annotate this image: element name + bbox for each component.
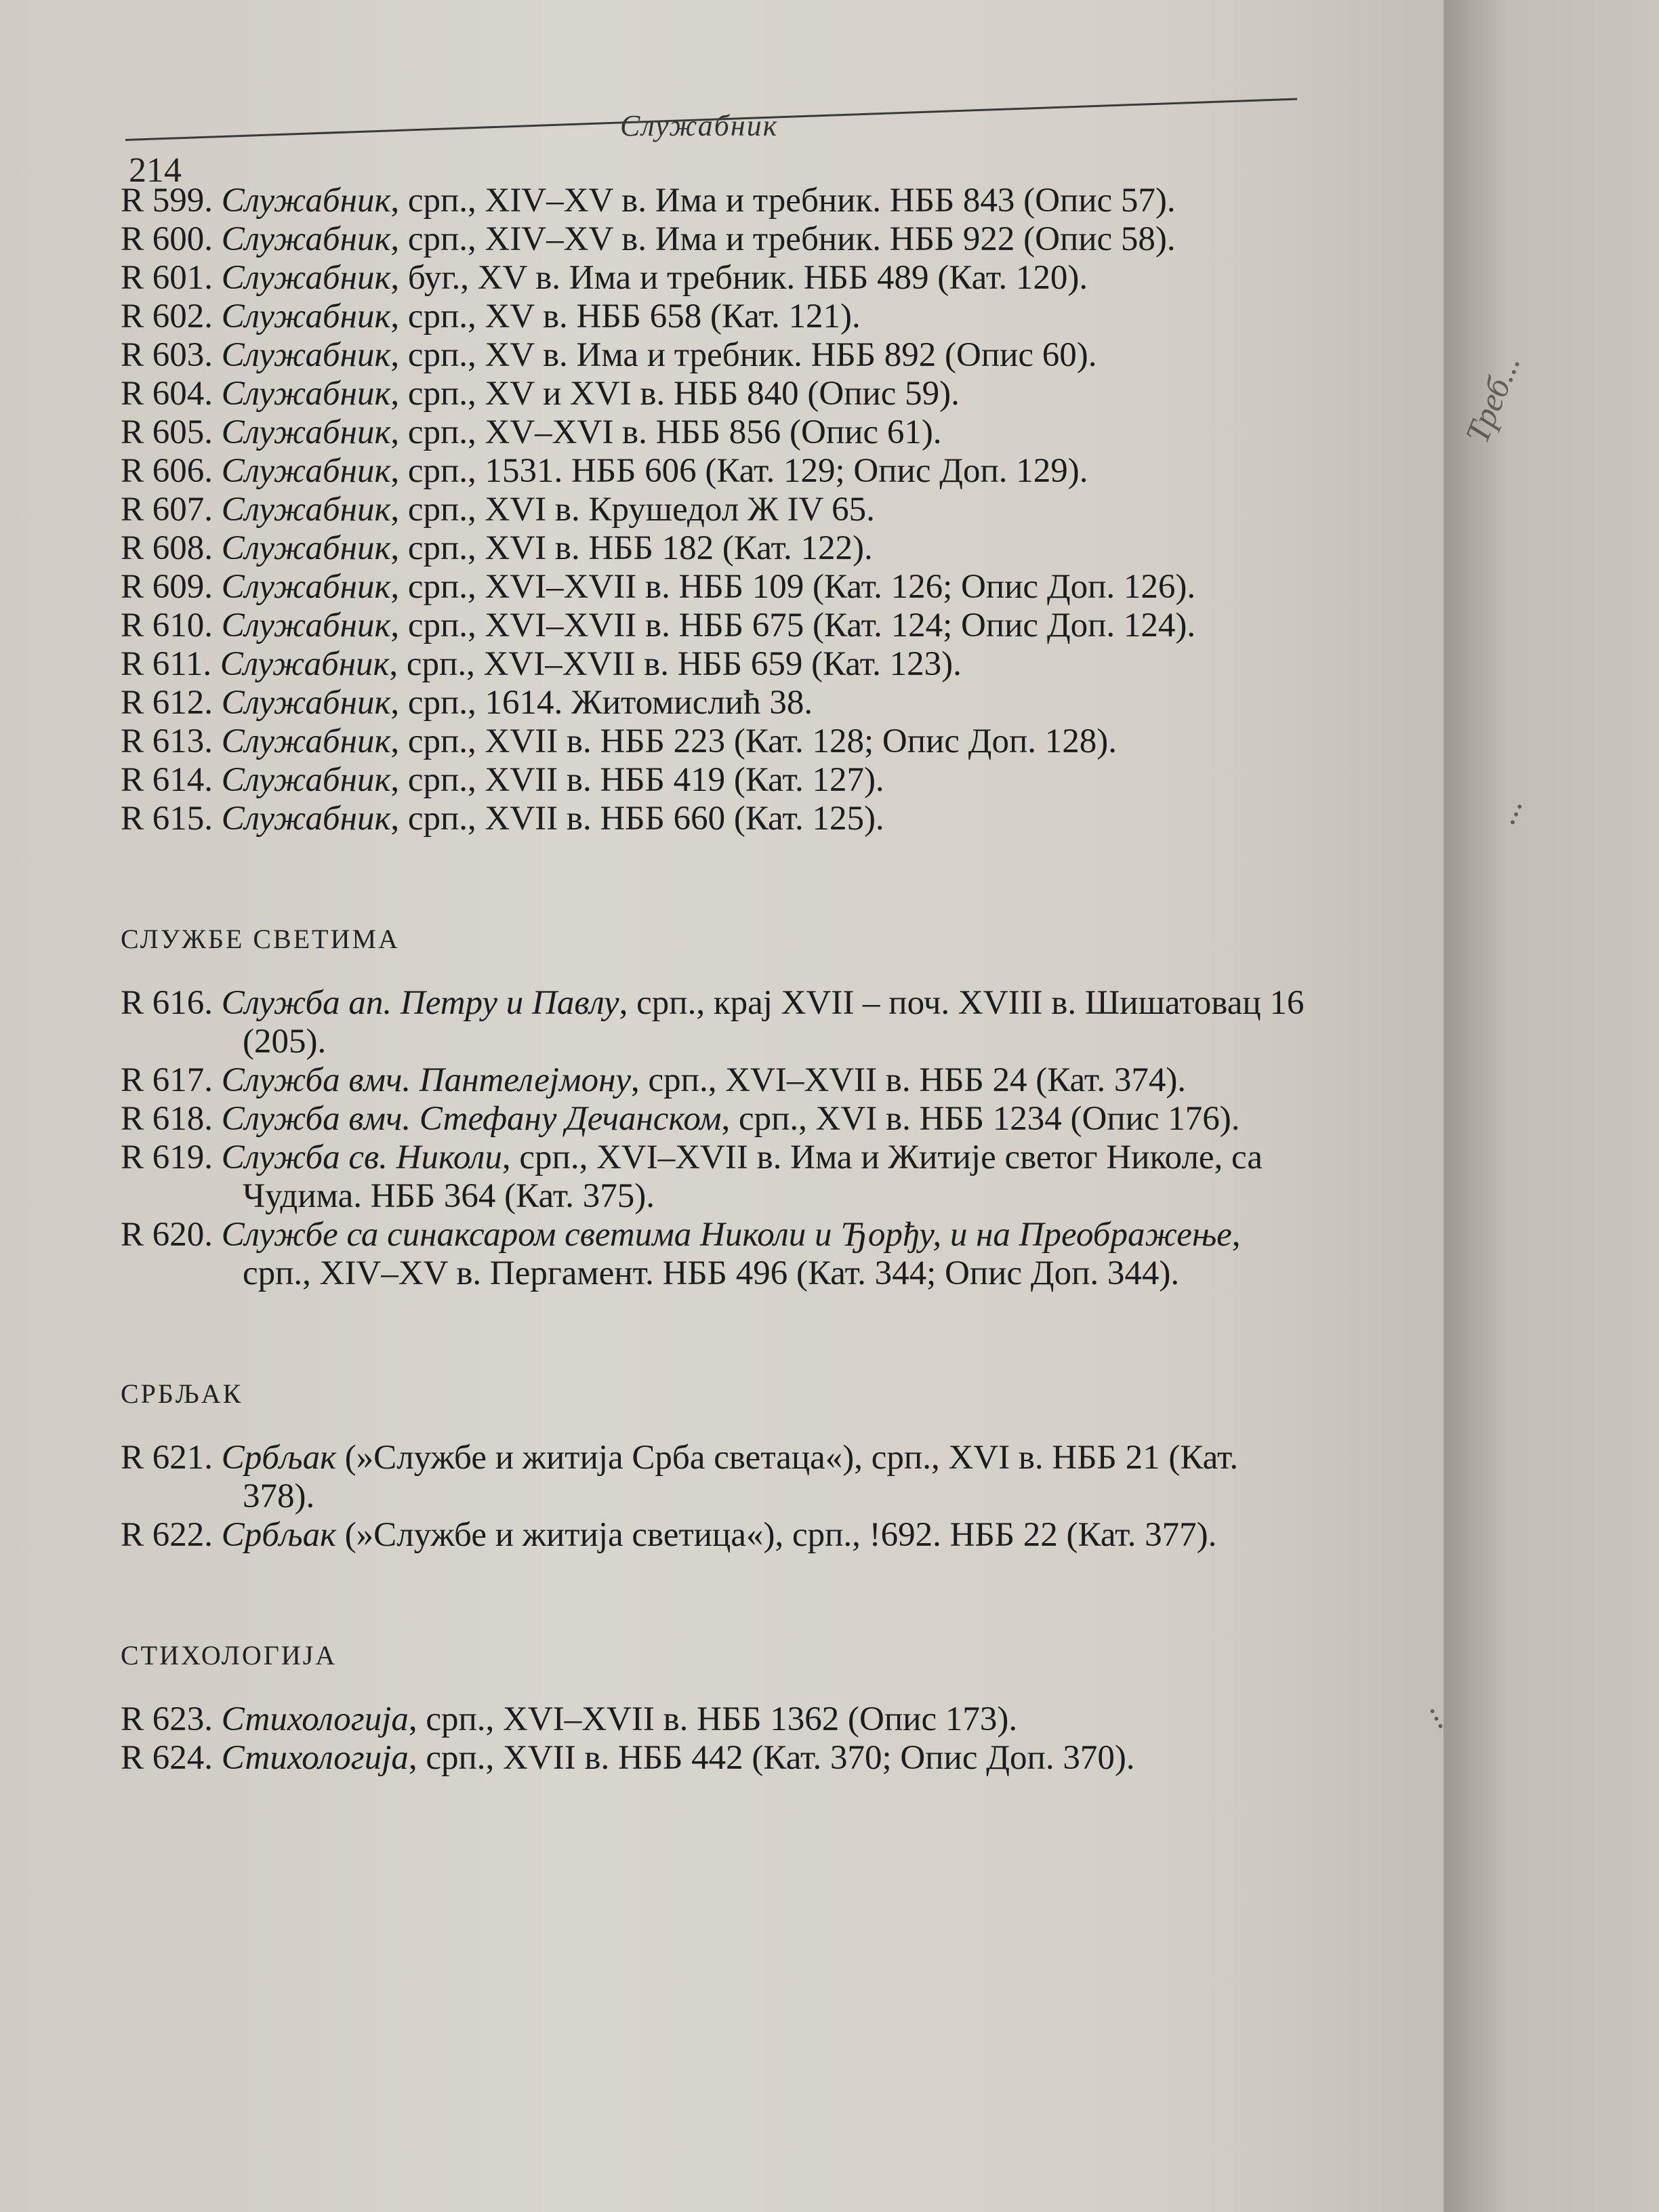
entry-title: Стихологија [221,1739,409,1777]
entry-code: R 621. [121,1439,213,1477]
entry-code: R 622. [121,1516,213,1554]
entry-code: R 616. [121,984,213,1022]
entry-title: Служабник [221,529,391,567]
entry-title: Служабник [221,336,391,374]
entry-title: Србљак [221,1439,336,1477]
entry-details: , срп., XIV–XV в. Има и требник. НББ 843 (Опис 57). [390,182,1176,220]
entry-title: Служба ап. Петру и Павлу [221,984,619,1022]
entry-details: , срп., XVI–XVII в. НББ 675 (Кат. 124; Опис Доп. 124). [390,607,1196,644]
entry-details: , срп., крај XVII – поч. XVIII в. Шишатовац 16 (205). [243,984,1305,1061]
entry-details: , срп., XV в. НББ 658 (Кат. 121). [390,298,861,335]
entry-title: Служабник [221,452,391,490]
catalog-entry [121,259,1313,298]
entry-title: Служабник [221,684,391,722]
entry-code: R 608. [121,529,213,567]
catalog-entry [121,984,1313,1061]
catalog-entry [121,607,1313,645]
entry-details: , срп., XVII в. НББ 442 (Кат. 370; Опис Доп. 370). [408,1739,1135,1777]
catalog-entry [121,1216,1313,1293]
entry-title: Служабник [221,413,391,451]
entry-title: Служабник [221,607,391,644]
entry-details: , срп., XVI–XVII в. НББ 24 (Кат. 374). [631,1061,1187,1099]
catalog-entry [121,645,1313,684]
entry-code: R 623. [121,1700,213,1738]
facing-page-edge: Треб... ... ... [1443,0,1659,2212]
entry-details: (»Службе и житија светица«), срп., !692. НББ 22 (Кат. 377). [335,1516,1217,1554]
entries-content [121,182,1313,1778]
catalog-entry [121,1439,1313,1516]
catalog-entry [121,1100,1313,1139]
entry-details: , срп., XVI–XVII в. НББ 109 (Кат. 126; Опис Доп. 126). [390,568,1196,606]
catalog-entry [121,1139,1313,1216]
section-stihologija [121,1636,1313,1778]
entry-title: Служабник [221,568,391,606]
entry-code: R 618. [121,1100,213,1138]
entry-code: R 612. [121,684,213,722]
entry-title: Служба вмч. Пантелејмону [221,1061,632,1099]
catalog-entry [121,375,1313,413]
entry-code: R 599. [121,182,213,220]
page-number: 214 [129,151,182,190]
catalog-entry [121,413,1313,452]
entry-code: R 613. [121,722,213,760]
entry-details: , срп., XIV–XV в. Има и требник. НББ 922 (Опис 58). [390,220,1176,258]
running-head: Служабник [620,109,779,142]
entry-code: R 605. [121,413,213,451]
section-heading: СЛУЖБЕ СВЕТИМА [121,924,400,954]
entry-code: R 602. [121,298,213,335]
catalog-entry [121,298,1313,336]
catalog-entry [121,220,1313,259]
catalog-entry [121,1739,1313,1778]
entry-details: , срп., XVI–XVII в. Има и Житије светог Николе, са Чудима. НББ 364 (Кат. 375). [243,1139,1263,1215]
entry-title: Служба вмч. Стефану Дечанском [221,1100,722,1138]
entry-code: R 600. [121,220,213,258]
entry-details: (»Службе и житија Срба светаца«), срп., XVI в. НББ 21 (Кат. 378). [243,1439,1239,1515]
entry-details: , срп., XV в. Има и требник. НББ 892 (Опис 60). [390,336,1097,374]
entry-details: , срп., XV–XVI в. НББ 856 (Опис 61). [390,413,942,451]
entry-code: R 611. [121,645,212,683]
catalog-entry [121,529,1313,568]
catalog-entry [121,452,1313,491]
entry-title: Служабник [221,491,391,529]
entry-title: Службе са синаксаром светима Николи и Ђорђу, и на Преображење [221,1216,1232,1254]
entry-title: Служабник [221,761,391,799]
entry-title: Служабник [221,259,391,297]
entry-details: , срп., XVI в. НББ 1234 (Опис 176). [721,1100,1240,1138]
entry-title: Служабник [221,375,391,413]
catalog-entry [121,800,1313,838]
entry-details: , срп., XVII в. НББ 660 (Кат. 125). [390,800,884,838]
entry-details: , срп., XVII в. НББ 223 (Кат. 128; Опис Доп. 128). [390,722,1117,760]
entry-title: Служабник [220,645,390,683]
section-sluzhbe-svetima [121,920,1313,1293]
catalog-entry [121,568,1313,607]
entry-title: Служабник [221,182,391,220]
catalog-entry [121,761,1313,800]
entry-code: R 624. [121,1739,213,1777]
section-heading: СТИХОЛОГИЈА [121,1640,337,1671]
entry-code: R 620. [121,1216,213,1254]
entry-title: Служабник [221,722,391,760]
entry-code: R 609. [121,568,213,606]
entry-details: , срп., 1531. НББ 606 (Кат. 129; Опис Доп. 129). [390,452,1088,490]
entry-details: , буг., XV в. Има и требник. НББ 489 (Кат. 120). [390,259,1088,297]
entry-code: R 619. [121,1139,213,1176]
entry-details: , срп., 1614. Житомислић 38. [390,684,813,722]
entry-code: R 601. [121,259,213,297]
entry-details: , срп., XVI в. НББ 182 (Кат. 122). [390,529,873,567]
section-srbljak [121,1374,1313,1555]
entry-details: , срп., XVII в. НББ 419 (Кат. 127). [390,761,884,799]
entry-details: , срп., XIV–XV в. Пергамент. НББ 496 (Кат. 344; Опис Доп. 344). [243,1216,1241,1292]
entry-code: R 610. [121,607,213,644]
entry-title: Служабник [221,220,391,258]
section-sluzhabnik [121,182,1313,838]
entry-title: Служба св. Николи [221,1139,502,1176]
catalog-entry [121,684,1313,722]
catalog-entry [121,1700,1313,1739]
entry-code: R 604. [121,375,213,413]
entry-code: R 603. [121,336,213,374]
catalog-entry [121,336,1313,375]
entry-title: Служабник [221,298,391,335]
entry-details: , срп., XVI–XVII в. НББ 659 (Кат. 123). [389,645,962,683]
catalog-entry [121,1516,1313,1555]
catalog-entry [121,1061,1313,1100]
entry-details: , срп., XVI–XVII в. НББ 1362 (Опис 173). [408,1700,1018,1738]
catalog-entry [121,491,1313,529]
entry-code: R 615. [121,800,213,838]
entry-details: , срп., XVI в. Крушедол Ж IV 65. [390,491,875,529]
section-heading: СРБЉАК [121,1378,243,1409]
catalog-entry [121,722,1313,761]
entry-code: R 617. [121,1061,213,1099]
entry-details: , срп., XV и XVI в. НББ 840 (Опис 59). [390,375,960,413]
entry-code: R 607. [121,491,213,529]
entry-title: Стихологија [221,1700,409,1738]
entry-title: Служабник [221,800,391,838]
entry-title: Србљак [221,1516,336,1554]
entry-code: R 606. [121,452,213,490]
catalog-entry [121,182,1313,220]
entry-code: R 614. [121,761,213,799]
